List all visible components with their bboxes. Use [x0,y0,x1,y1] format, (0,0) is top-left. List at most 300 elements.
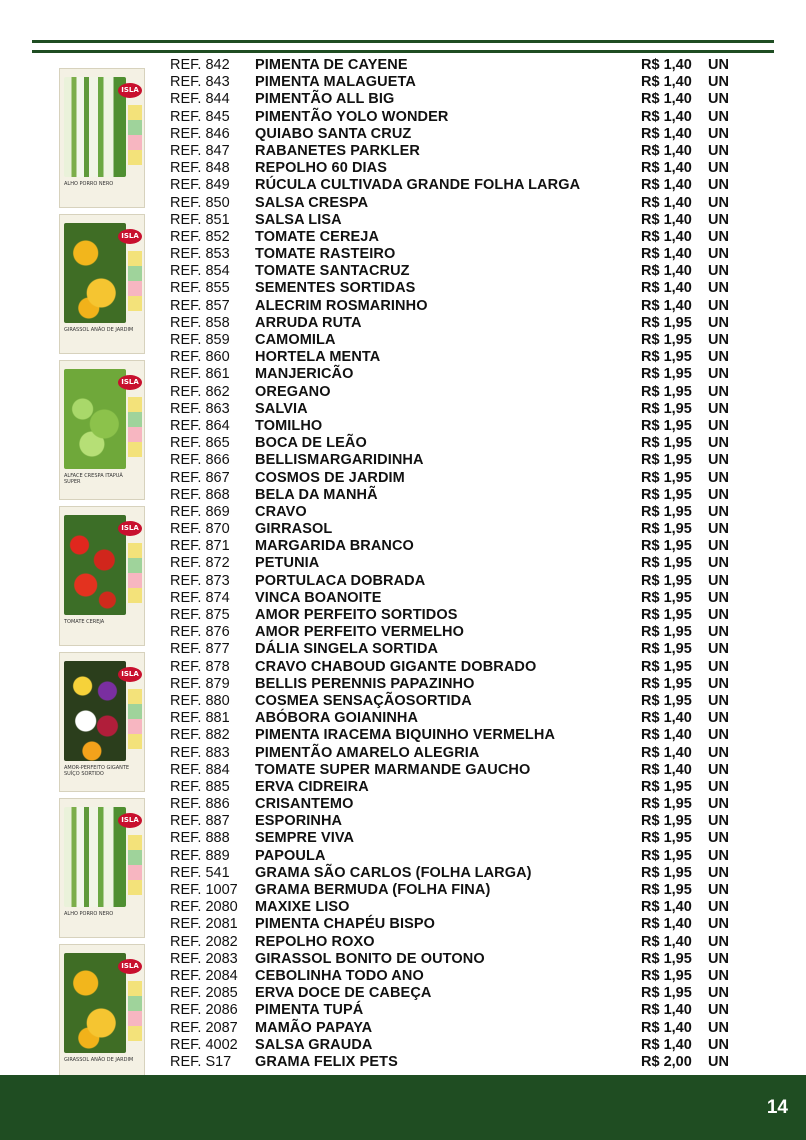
product-name: CRAVO [255,503,307,520]
product-price: R$ 1,40 [641,297,692,314]
product-price: R$ 1,95 [641,383,692,400]
product-unit: UN [708,710,729,727]
product-price: R$ 1,95 [641,314,692,331]
top-rule [32,40,774,43]
product-price: R$ 1,95 [641,503,692,520]
packet-color-strip [128,397,142,457]
product-row [170,332,740,349]
product-name: RÚCULA CULTIVADA GRANDE FOLHA LARGA [255,177,581,194]
product-row [170,745,740,762]
product-row [170,710,740,727]
product-name: REPOLHO 60 DIAS [255,160,388,177]
product-ref: REF. 861 [170,366,230,383]
product-name: SALVIA [255,400,308,417]
product-price: R$ 1,95 [641,486,692,503]
product-row [170,1002,740,1019]
product-name: PIMENTA DE CAYENE [255,57,408,73]
packet-color-strip [128,251,142,311]
product-ref: REF. 844 [170,91,230,108]
product-name: GRAMA SÃO CARLOS (FOLHA LARGA) [255,864,532,881]
product-name: BELLISMARGARIDINHA [255,452,424,469]
product-price: R$ 1,40 [641,280,692,297]
price-list [170,57,740,1071]
product-unit: UN [708,538,729,555]
product-price: R$ 2,00 [641,1053,692,1070]
product-unit: UN [708,1002,729,1019]
product-unit: UN [708,778,729,795]
product-row [170,1037,740,1054]
product-unit: UN [708,280,729,297]
product-row [170,143,740,160]
product-ref: REF. 872 [170,555,230,572]
product-ref: REF. 879 [170,675,230,692]
product-name: AMOR PERFEITO SORTIDOS [255,607,458,623]
product-price: R$ 1,40 [641,744,692,761]
product-unit: UN [708,521,729,538]
product-row [170,195,740,212]
product-price: R$ 1,40 [641,177,692,194]
product-price: R$ 1,95 [641,349,692,366]
product-name: TOMATE CEREJA [255,228,380,245]
product-row [170,212,740,229]
product-unit: UN [708,314,729,331]
product-price: R$ 1,95 [641,417,692,434]
product-unit: UN [708,675,729,692]
product-row [170,676,740,693]
packet-color-strip [128,543,142,603]
product-ref: REF. 863 [170,400,230,417]
product-ref: REF. 853 [170,246,230,263]
packet-color-strip [128,105,142,165]
product-row [170,555,740,572]
product-unit: UN [708,1053,729,1070]
product-unit: UN [708,899,729,916]
product-unit: UN [708,452,729,469]
product-unit: UN [708,211,729,228]
product-name: CEBOLINHA TODO ANO [255,967,424,984]
product-name: PIMENTÃO AMARELO ALEGRIA [255,744,480,761]
product-ref: REF. 878 [170,658,230,675]
product-ref: REF. S17 [170,1053,232,1070]
product-row [170,659,740,676]
product-unit: UN [708,813,729,830]
product-ref: REF. 871 [170,538,230,555]
product-ref: REF. 1007 [170,882,238,898]
product-ref: REF. 851 [170,211,230,228]
product-price: R$ 1,95 [641,366,692,383]
packet-photo [64,369,126,469]
pansy-seed-packet-icon [59,652,145,792]
product-price: R$ 1,40 [641,142,692,159]
product-ref: REF. 889 [170,847,230,864]
isla-logo: ISLA [118,521,142,536]
product-price: R$ 1,95 [641,555,692,572]
product-price: R$ 1,95 [641,778,692,795]
product-row [170,830,740,847]
product-row [170,246,740,263]
product-unit: UN [708,263,729,280]
isla-logo: ISLA [118,229,142,244]
product-unit: UN [708,400,729,417]
packet-name: AMOR-PERFEITO GIGANTE SUÍÇO SORTIDO [64,765,130,777]
product-price: R$ 1,40 [641,246,692,263]
product-row [170,1020,740,1037]
sunflower-seed-packet-icon [59,214,145,354]
product-row [170,109,740,126]
product-price: R$ 1,40 [641,899,692,916]
product-ref: REF. 2086 [170,1002,238,1019]
product-name: CRAVO CHABOUD GIGANTE DOBRADO [255,658,537,675]
packet-name: ALFACE CRESPA ITAPUÃ SUPER [64,473,123,485]
product-price: R$ 1,95 [641,967,692,984]
product-price: R$ 1,95 [641,658,692,675]
product-row [170,315,740,332]
product-ref: REF. 884 [170,761,230,778]
product-row [170,607,740,624]
product-ref: REF. 850 [170,194,230,211]
product-ref: REF. 859 [170,332,230,348]
product-ref: REF. 2081 [170,916,238,933]
product-price: R$ 1,40 [641,91,692,108]
product-name: MARGARIDA BRANCO [255,538,414,555]
product-unit: UN [708,658,729,675]
product-unit: UN [708,74,729,91]
product-name: REPOLHO ROXO [255,933,375,950]
product-price: R$ 1,40 [641,1019,692,1036]
product-price: R$ 1,40 [641,194,692,211]
product-ref: REF. 868 [170,486,230,503]
product-unit: UN [708,572,729,589]
product-unit: UN [708,1036,729,1053]
product-price: R$ 1,95 [641,692,692,709]
product-unit: UN [708,125,729,142]
product-unit: UN [708,57,729,73]
product-row [170,641,740,658]
packet-photo [64,953,126,1053]
product-name: PORTULACA DOBRADA [255,572,426,589]
product-name: TOMATE SUPER MARMANDE GAUCHO [255,761,531,778]
product-unit: UN [708,503,729,520]
product-name: PETUNIA [255,555,320,572]
product-row [170,349,740,366]
product-unit: UN [708,967,729,984]
product-price: R$ 1,40 [641,933,692,950]
product-unit: UN [708,349,729,366]
product-row [170,229,740,246]
product-row [170,57,740,74]
product-ref: REF. 881 [170,710,230,727]
product-name: OREGANO [255,383,331,400]
product-ref: REF. 852 [170,228,230,245]
product-name: ABÓBORA GOIANINHA [255,710,419,727]
product-unit: UN [708,950,729,967]
product-row [170,487,740,504]
product-name: PIMENTÃO ALL BIG [255,91,395,108]
product-price: R$ 1,40 [641,727,692,744]
product-row [170,366,740,383]
product-price: R$ 1,95 [641,624,692,641]
product-name: GRAMA BERMUDA (FOLHA FINA) [255,882,491,898]
leek-seed-packet-icon [59,798,145,938]
product-ref: REF. 2084 [170,967,238,984]
product-unit: UN [708,108,729,125]
product-ref: REF. 541 [170,864,230,881]
product-unit: UN [708,761,729,778]
product-price: R$ 1,95 [641,538,692,555]
product-name: CAMOMILA [255,332,336,348]
product-ref: REF. 883 [170,744,230,761]
isla-logo: ISLA [118,375,142,390]
product-unit: UN [708,297,729,314]
product-ref: REF. 845 [170,108,230,125]
product-price: R$ 1,40 [641,57,692,73]
product-ref: REF. 888 [170,830,230,847]
product-ref: REF. 876 [170,624,230,641]
product-unit: UN [708,228,729,245]
product-name: CRISANTEMO [255,796,354,813]
product-row [170,384,740,401]
product-unit: UN [708,332,729,348]
product-unit: UN [708,383,729,400]
product-row [170,160,740,177]
product-unit: UN [708,692,729,709]
product-name: DÁLIA SINGELA SORTIDA [255,641,439,658]
product-price: R$ 1,95 [641,521,692,538]
product-row [170,521,740,538]
packet-photo [64,223,126,323]
product-price: R$ 1,40 [641,125,692,142]
tomato-seed-packet-icon [59,506,145,646]
product-ref: REF. 885 [170,778,230,795]
product-name: AMOR PERFEITO VERMELHO [255,624,464,641]
product-price: R$ 1,95 [641,607,692,623]
product-price: R$ 1,95 [641,675,692,692]
packet-photo [64,661,126,761]
product-row [170,882,740,899]
product-price: R$ 1,40 [641,160,692,177]
product-row [170,435,740,452]
product-price: R$ 1,40 [641,228,692,245]
product-name: PIMENTA TUPÁ [255,1002,364,1019]
product-price: R$ 1,95 [641,469,692,486]
product-unit: UN [708,916,729,933]
product-row [170,934,740,951]
product-row [170,177,740,194]
product-name: TOMATE SANTACRUZ [255,263,410,280]
product-unit: UN [708,589,729,606]
product-name: VINCA BOANOITE [255,589,382,606]
product-row [170,1054,740,1071]
product-price: R$ 1,40 [641,211,692,228]
product-row [170,126,740,143]
product-price: R$ 1,95 [641,332,692,348]
product-ref: REF. 855 [170,280,230,297]
product-row [170,951,740,968]
product-name: COSMOS DE JARDIM [255,469,405,486]
product-ref: REF. 864 [170,417,230,434]
product-name: SEMPRE VIVA [255,830,355,847]
product-price: R$ 1,95 [641,400,692,417]
product-row [170,848,740,865]
product-ref: REF. 887 [170,813,230,830]
product-name: QUIABO SANTA CRUZ [255,125,412,142]
product-ref: REF. 880 [170,692,230,709]
product-row [170,899,740,916]
product-price: R$ 1,40 [641,710,692,727]
isla-logo: ISLA [118,667,142,682]
product-name: SALSA GRAUDA [255,1036,373,1053]
packet-name: TOMATE CEREJA [64,619,105,625]
product-unit: UN [708,417,729,434]
sunflower-seed-packet-icon [59,944,145,1084]
page-number: 14 [766,1097,788,1118]
product-row [170,624,740,641]
product-unit: UN [708,246,729,263]
product-price: R$ 1,95 [641,796,692,813]
product-ref: REF. 862 [170,383,230,400]
product-price: R$ 1,95 [641,813,692,830]
product-name: ESPORINHA [255,813,343,830]
product-name: MAMÃO PAPAYA [255,1019,373,1036]
product-ref: REF. 867 [170,469,230,486]
packet-photo [64,515,126,615]
product-ref: REF. 846 [170,125,230,142]
product-unit: UN [708,366,729,383]
product-unit: UN [708,933,729,950]
product-name: BELLIS PERENNIS PAPAZINHO [255,675,475,692]
product-ref: REF. 865 [170,435,230,452]
product-row [170,470,740,487]
product-unit: UN [708,830,729,847]
product-name: MAXIXE LISO [255,899,350,916]
product-name: COSMEA SENSAÇÃOSORTIDA [255,692,472,709]
product-unit: UN [708,91,729,108]
product-price: R$ 1,95 [641,950,692,967]
product-price: R$ 1,95 [641,847,692,864]
product-unit: UN [708,177,729,194]
product-row [170,779,740,796]
product-row [170,263,740,280]
product-unit: UN [708,847,729,864]
product-ref: REF. 874 [170,589,230,606]
product-ref: REF. 860 [170,349,230,366]
product-price: R$ 1,95 [641,435,692,452]
product-ref: REF. 875 [170,607,230,623]
product-unit: UN [708,486,729,503]
product-ref: REF. 882 [170,727,230,744]
product-row [170,813,740,830]
product-name: PIMENTA MALAGUETA [255,74,416,91]
product-price: R$ 1,95 [641,864,692,881]
product-ref: REF. 4002 [170,1036,238,1053]
product-row [170,968,740,985]
product-name: BOCA DE LEÃO [255,435,367,452]
product-unit: UN [708,727,729,744]
product-name: ALECRIM ROSMARINHO [255,297,428,314]
product-price: R$ 1,40 [641,108,692,125]
product-unit: UN [708,641,729,658]
product-unit: UN [708,435,729,452]
product-row [170,538,740,555]
product-unit: UN [708,624,729,641]
product-row [170,91,740,108]
product-price: R$ 1,40 [641,74,692,91]
packet-name: ALHO PORRO NERO [64,181,114,187]
product-name: ERVA DOCE DE CABEÇA [255,985,432,1002]
packet-name: ALHO PORRO NERO [64,911,114,917]
product-ref: REF. 2083 [170,950,238,967]
product-ref: REF. 2080 [170,899,238,916]
product-ref: REF. 858 [170,314,230,331]
packet-photo [64,807,126,907]
product-ref: REF. 849 [170,177,230,194]
product-name: MANJERICÃO [255,366,354,383]
product-name: GIRASSOL BONITO DE OUTONO [255,950,485,967]
product-name: HORTELA MENTA [255,349,381,366]
product-unit: UN [708,194,729,211]
product-unit: UN [708,607,729,623]
product-row [170,985,740,1002]
product-name: SALSA LISA [255,211,342,228]
packet-photo [64,77,126,177]
product-unit: UN [708,142,729,159]
product-ref: REF. 848 [170,160,230,177]
product-row [170,796,740,813]
product-price: R$ 1,40 [641,1002,692,1019]
top-rule-secondary [32,50,774,53]
product-row [170,504,740,521]
product-ref: REF. 2082 [170,933,238,950]
product-row [170,727,740,744]
product-ref: REF. 843 [170,74,230,91]
product-price: R$ 1,95 [641,589,692,606]
leek-seed-packet-icon [59,68,145,208]
product-row [170,74,740,91]
product-unit: UN [708,882,729,898]
product-price: R$ 1,95 [641,572,692,589]
product-ref: REF. 869 [170,503,230,520]
packet-color-strip [128,981,142,1041]
product-row [170,865,740,882]
product-row [170,298,740,315]
product-ref: REF. 886 [170,796,230,813]
product-name: PIMENTÃO YOLO WONDER [255,108,449,125]
product-price: R$ 1,95 [641,985,692,1002]
product-name: GIRRASOL [255,521,333,538]
product-price: R$ 1,40 [641,1036,692,1053]
product-price: R$ 1,95 [641,882,692,898]
product-name: SEMENTES SORTIDAS [255,280,416,297]
product-ref: REF. 847 [170,142,230,159]
product-ref: REF. 873 [170,572,230,589]
packet-color-strip [128,835,142,895]
product-name: ERVA CIDREIRA [255,778,369,795]
product-name: TOMILHO [255,417,323,434]
product-row [170,693,740,710]
product-ref: REF. 2087 [170,1019,238,1036]
product-row [170,573,740,590]
product-name: PIMENTA CHAPÉU BISPO [255,916,436,933]
product-name: PIMENTA IRACEMA BIQUINHO VERMELHA [255,727,556,744]
footer-bar [0,1075,806,1140]
product-ref: REF. 854 [170,263,230,280]
product-ref: REF. 877 [170,641,230,658]
product-name: ARRUDA RUTA [255,314,362,331]
product-unit: UN [708,160,729,177]
isla-logo: ISLA [118,83,142,98]
product-row [170,762,740,779]
product-name: TOMATE RASTEIRO [255,246,396,263]
